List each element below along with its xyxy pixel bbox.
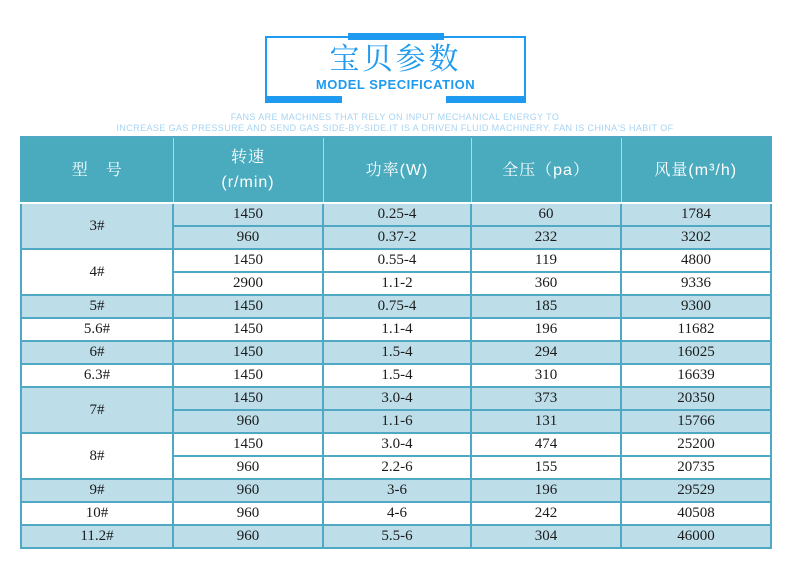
value-cell: 155: [471, 456, 621, 479]
table-row: [21, 203, 771, 226]
value-cell: 131: [471, 410, 621, 433]
value-cell: 474: [471, 433, 621, 456]
model-cell: 8#: [21, 433, 173, 479]
column-header: 功率(W): [323, 137, 471, 203]
value-cell: 360: [471, 272, 621, 295]
value-cell: 196: [471, 318, 621, 341]
table-row: [21, 249, 771, 272]
value-cell: 1.5-4: [323, 341, 471, 364]
value-cell: 25200: [621, 433, 771, 456]
spec-table-head: [21, 137, 771, 203]
page-title: 宝贝参数: [329, 43, 462, 76]
value-cell: 29529: [621, 479, 771, 502]
intro-text: [0, 112, 790, 134]
column-header: 型 号: [21, 137, 173, 203]
value-cell: 1450: [173, 433, 323, 456]
table-row: [21, 341, 771, 364]
value-cell: 310: [471, 364, 621, 387]
intro-line-2: INCREASE GAS PRESSURE AND SEND GAS SIDE-BY-SIDE.IT IS A DRIVEN FLUID MACHINERY. FAN IS CHINA'S HABIT OF: [116, 123, 674, 133]
value-cell: 20735: [621, 456, 771, 479]
value-cell: 5.5-6: [323, 525, 471, 548]
value-cell: 15766: [621, 410, 771, 433]
value-cell: 2900: [173, 272, 323, 295]
value-cell: 3202: [621, 226, 771, 249]
value-cell: 960: [173, 456, 323, 479]
column-header: 转速 (r/min): [173, 137, 323, 203]
value-cell: 4-6: [323, 502, 471, 525]
value-cell: 0.37-2: [323, 226, 471, 249]
column-header: 全压（pa）: [471, 137, 621, 203]
value-cell: 60: [471, 203, 621, 226]
value-cell: 0.75-4: [323, 295, 471, 318]
title-frame-top-bar: [348, 33, 444, 40]
value-cell: 373: [471, 387, 621, 410]
model-cell: 10#: [21, 502, 173, 525]
value-cell: 0.25-4: [323, 203, 471, 226]
table-row: [21, 364, 771, 387]
value-cell: 185: [471, 295, 621, 318]
value-cell: 40508: [621, 502, 771, 525]
value-cell: 304: [471, 525, 621, 548]
value-cell: 119: [471, 249, 621, 272]
model-cell: 11.2#: [21, 525, 173, 548]
value-cell: 1450: [173, 387, 323, 410]
model-cell: 5.6#: [21, 318, 173, 341]
table-row: [21, 525, 771, 548]
title-frame-bottom-left-bar: [265, 96, 342, 103]
value-cell: 960: [173, 226, 323, 249]
page-subtitle: MODEL SPECIFICATION: [315, 77, 476, 92]
value-cell: 3.0-4: [323, 433, 471, 456]
value-cell: 960: [173, 479, 323, 502]
table-row: [21, 479, 771, 502]
value-cell: 1450: [173, 249, 323, 272]
value-cell: 1.5-4: [323, 364, 471, 387]
spec-table: [20, 136, 772, 549]
value-cell: 0.55-4: [323, 249, 471, 272]
table-row: [21, 318, 771, 341]
value-cell: 196: [471, 479, 621, 502]
value-cell: 960: [173, 525, 323, 548]
value-cell: 1450: [173, 341, 323, 364]
table-row: [21, 295, 771, 318]
model-cell: 6#: [21, 341, 173, 364]
model-cell: 3#: [21, 203, 173, 249]
value-cell: 20350: [621, 387, 771, 410]
value-cell: 3.0-4: [323, 387, 471, 410]
title-frame: [265, 36, 526, 97]
value-cell: 3-6: [323, 479, 471, 502]
value-cell: 1.1-6: [323, 410, 471, 433]
value-cell: 1.1-2: [323, 272, 471, 295]
value-cell: 1.1-4: [323, 318, 471, 341]
model-cell: 6.3#: [21, 364, 173, 387]
value-cell: 9336: [621, 272, 771, 295]
value-cell: 16025: [621, 341, 771, 364]
model-cell: 7#: [21, 387, 173, 433]
spec-table-header-row: [21, 137, 771, 203]
value-cell: 1784: [621, 203, 771, 226]
value-cell: 960: [173, 502, 323, 525]
value-cell: 2.2-6: [323, 456, 471, 479]
value-cell: 1450: [173, 203, 323, 226]
value-cell: 16639: [621, 364, 771, 387]
model-cell: 9#: [21, 479, 173, 502]
value-cell: 242: [471, 502, 621, 525]
value-cell: 294: [471, 341, 621, 364]
table-row: [21, 387, 771, 410]
column-header: 风量(m³/h): [621, 137, 771, 203]
model-cell: 4#: [21, 249, 173, 295]
title-frame-bottom-right-bar: [446, 96, 526, 103]
value-cell: 11682: [621, 318, 771, 341]
value-cell: 4800: [621, 249, 771, 272]
table-row: [21, 433, 771, 456]
value-cell: 1450: [173, 295, 323, 318]
value-cell: 1450: [173, 318, 323, 341]
value-cell: 9300: [621, 295, 771, 318]
value-cell: 46000: [621, 525, 771, 548]
spec-table-body: [21, 203, 771, 548]
model-cell: 5#: [21, 295, 173, 318]
intro-line-1: FANS ARE MACHINES THAT RELY ON INPUT MECHANICAL ENERGY TO: [230, 112, 560, 122]
value-cell: 960: [173, 410, 323, 433]
value-cell: 232: [471, 226, 621, 249]
table-row: [21, 502, 771, 525]
value-cell: 1450: [173, 364, 323, 387]
